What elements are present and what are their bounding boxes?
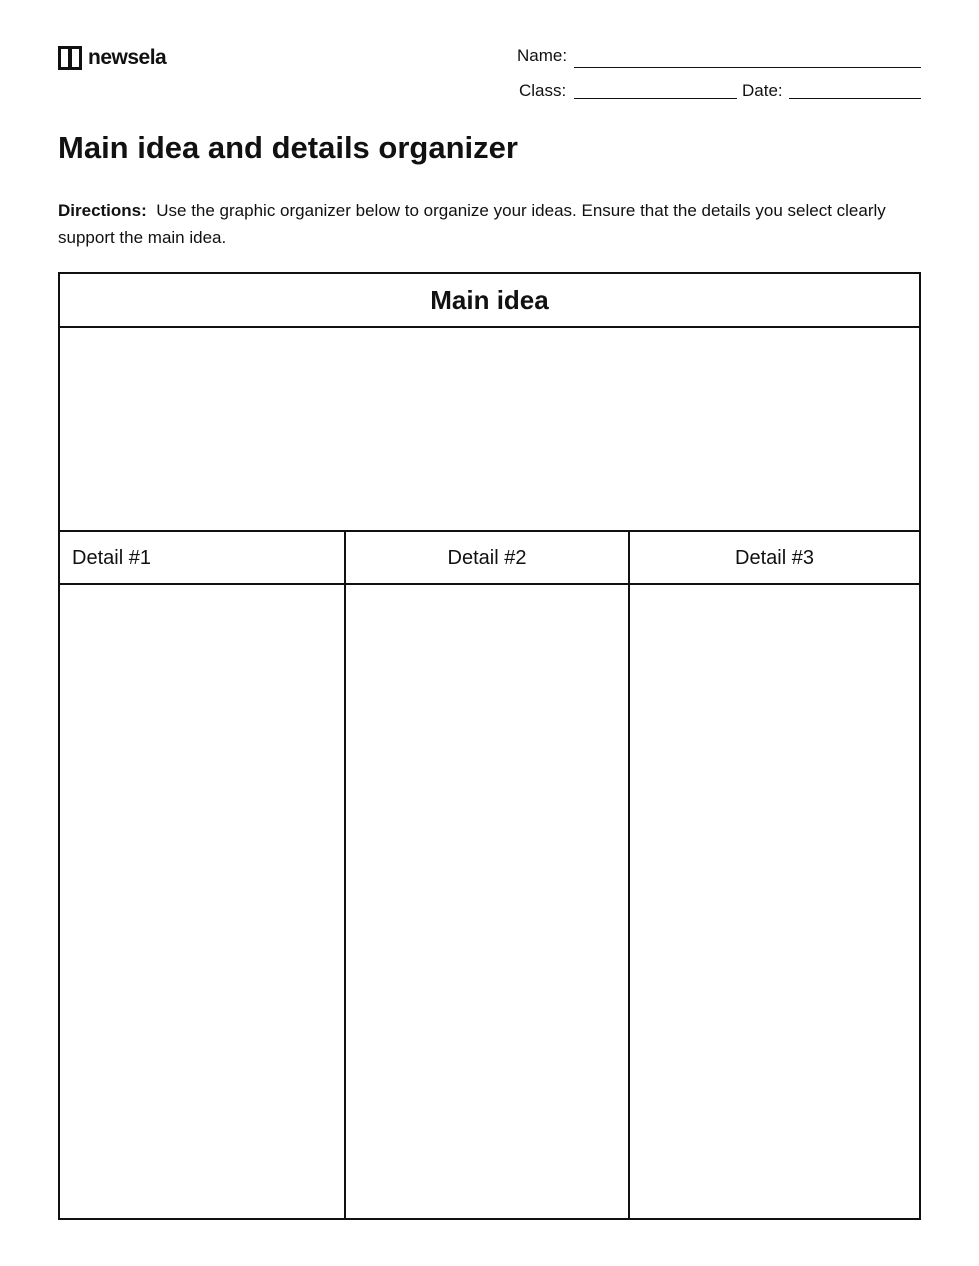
page-title: Main idea and details organizer: [58, 130, 518, 165]
brand-name: newsela: [88, 46, 167, 69]
date-label: Date:: [742, 81, 783, 100]
divider: [58, 326, 921, 328]
newsela-logo: [58, 46, 166, 70]
name-field[interactable]: [574, 67, 921, 68]
divider: [344, 531, 346, 1219]
detail-3-header: Detail #3: [735, 546, 814, 569]
directions: [58, 197, 908, 251]
detail-2-field[interactable]: [347, 586, 627, 1217]
directions-text: Use the graphic organizer below to organize your ideas. Ensure that the details you select clearly support the main idea.: [58, 201, 886, 247]
newsela-logo-icon: [58, 46, 82, 70]
divider: [628, 531, 630, 1219]
detail-1-header: Detail #1: [72, 546, 151, 569]
date-field[interactable]: [789, 98, 921, 99]
detail-1-field[interactable]: [60, 586, 343, 1217]
main-idea-field[interactable]: [60, 329, 919, 529]
class-field[interactable]: [574, 98, 737, 99]
main-idea-header: Main idea: [430, 284, 549, 315]
detail-3-field[interactable]: [631, 586, 919, 1217]
name-label: Name:: [517, 46, 568, 65]
class-label: Class:: [519, 81, 567, 100]
detail-2-header: Detail #2: [447, 546, 527, 569]
directions-label: Directions:: [58, 201, 147, 220]
